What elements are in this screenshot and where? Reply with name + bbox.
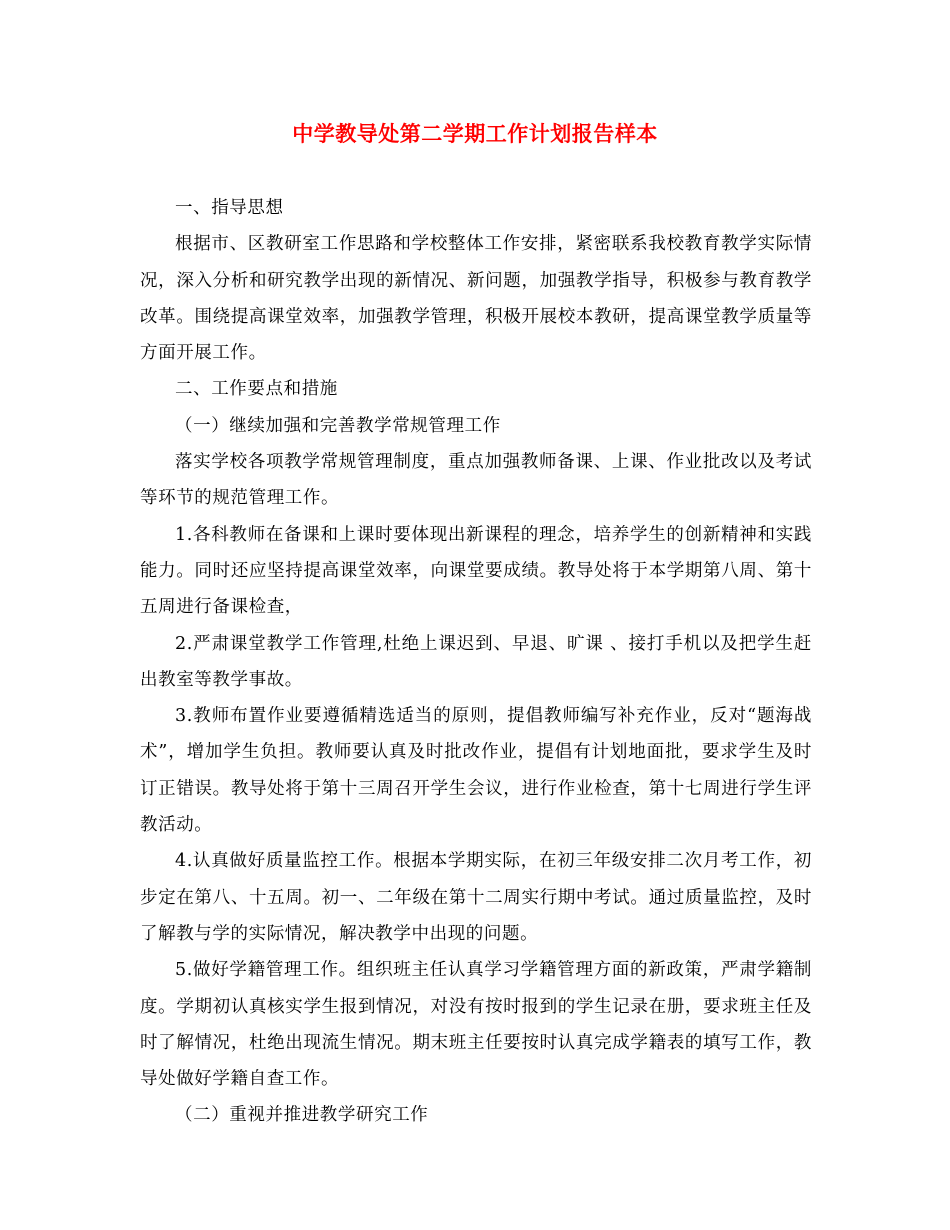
list-item: 3.教师布置作业要遵循精选适当的原则，提倡教师编写补充作业，反对“题海战术”，增加学生负担。教师要认真及时批改作业，提倡有计划地面批，要求学生及时订正错误。教导处将于第十三周召开学生会议，进行作业检查，第十七周进行学生评教活动。	[140, 706, 812, 836]
document-title: 中学教导处第二学期工作计划报告样本	[292, 122, 658, 146]
paragraph: 落实学校各项教学常规管理制度，重点加强教师备课、上课、作业批改以及考试等环节的规范管理工作。	[140, 452, 812, 509]
subsection-heading-1: （一）继续加强和完善教学常规管理工作	[175, 415, 501, 436]
list-item: 1.各科教师在备课和上课时要体现出新课程的理念，培养学生的创新精神和实践能力。同时还应坚持提高课堂效率，向课堂要成绩。教导处将于本学期第八周、第十五周进行备课检查，	[140, 524, 812, 618]
document-body	[140, 190, 812, 1134]
paragraph: 根据市、区教研室工作思路和学校整体工作安排，紧密联系我校教育教学实际情况，深入分析和研究教学出现的新情况、新问题，加强教学指导，积极参与教育教学改革。围绕提高课堂效率，加强教学管理，积极开展校本教研，提高课堂教学质量等方面开展工作。	[140, 234, 812, 364]
section-heading-1: 一、指导思想	[175, 198, 284, 218]
list-item: 5.做好学籍管理工作。组织班主任认真学习学籍管理方面的新政策，严肃学籍制度。学期初认真核实学生报到情况，对没有按时报到的学生记录在册，要求班主任及时了解情况，杜绝出现流生情况。期末班主任要按时认真完成学籍表的填写工作，教导处做好学籍自查工作。	[140, 960, 812, 1090]
subsection-heading-2: （二）重视并推进教学研究工作	[175, 1105, 429, 1126]
section-heading-2: 二、工作要点和措施	[175, 379, 338, 400]
list-item: 4.认真做好质量监控工作。根据本学期实际，在初三年级安排二次月考工作，初步定在第八、十五周。初一、二年级在第十二周实行期中考试。通过质量监控，及时了解教与学的实际情况，解决教学中出现的问题。	[140, 851, 812, 944]
list-item: 2.严肃课堂教学工作管理,杜绝上课迟到、早退、旷课 、接打手机以及把学生赶出教室等教学事故。	[140, 633, 812, 690]
